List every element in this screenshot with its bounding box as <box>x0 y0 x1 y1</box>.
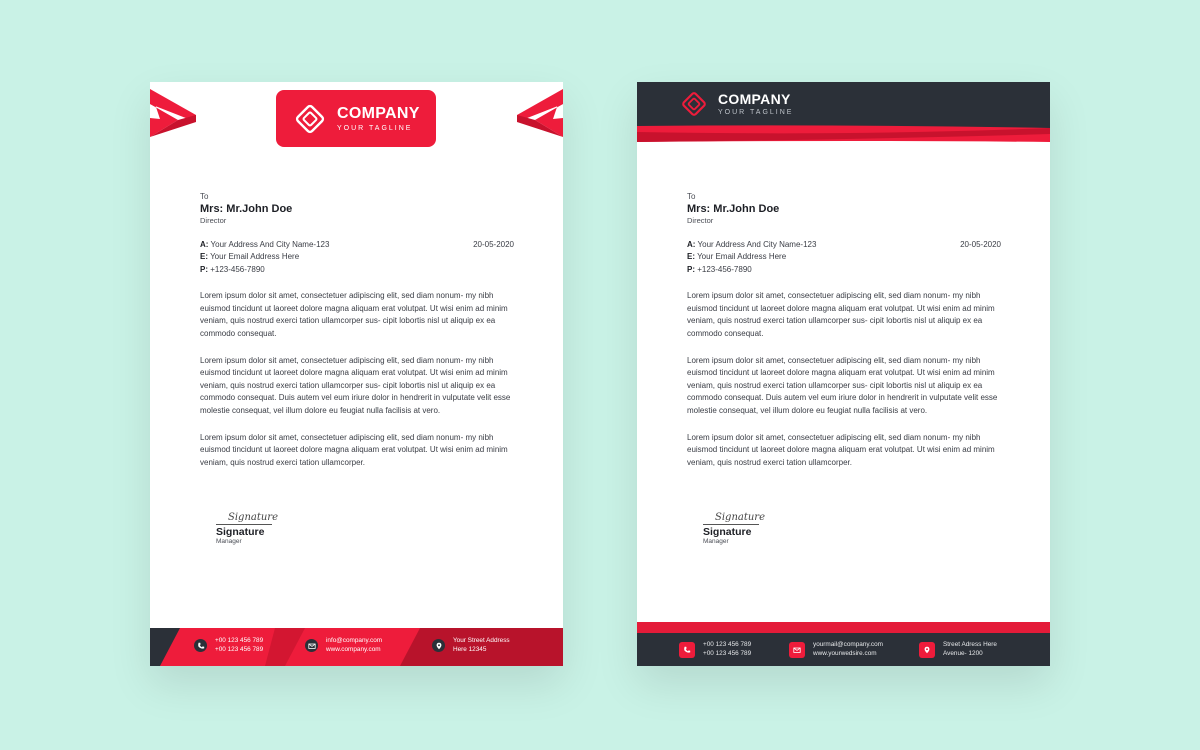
phone-value-2: +123-456-7890 <box>695 264 752 274</box>
signature-block-2 <box>703 512 765 545</box>
email-label: E: <box>200 252 208 262</box>
signature-role: Manager <box>216 538 242 545</box>
footer-red-strip <box>637 622 1050 633</box>
email-value: Your Email Address Here <box>208 252 300 262</box>
footer-email-address[interactable]: info@company.com <box>326 637 383 644</box>
map-pin-icon <box>919 642 935 658</box>
envelope-icon <box>789 642 805 658</box>
left-corner-decoration <box>150 82 198 142</box>
footer-address-dark-2: Avenue- 1200 <box>943 649 983 657</box>
email-label-2: E: <box>687 252 695 262</box>
phone-label: P: <box>200 264 208 274</box>
letter-date: 20-05-2020 <box>473 240 514 249</box>
phone-value: +123-456-7890 <box>208 264 265 274</box>
diamond-logo-icon <box>679 89 709 119</box>
phone-icon <box>194 639 207 652</box>
company-name-2: COMPANY <box>718 91 791 107</box>
letter-body-2 <box>687 192 1001 469</box>
footer-phone-dark <box>679 641 751 658</box>
email-value-2: Your Email Address Here <box>695 252 787 262</box>
signature-title: Signature <box>216 526 265 538</box>
footer-address-1: Your Street Address <box>453 637 510 644</box>
footer-website[interactable]: www.company.com <box>326 645 381 653</box>
letter-date-2: 20-05-2020 <box>960 240 1001 249</box>
diamond-logo-icon <box>292 101 328 137</box>
paragraph-2-2: Lorem ipsum dolor sit amet, consectetuer adipiscing elit, sed diam nonum- my nibh euismod tincidunt ut laoreet dolore magna aliquam erat volutpat. Ut wisi enim ad minim veniam, quis nostrud exerci tation ullamcorper sus- cipit lobortis nisl ut aliquip ex ea commodo consequat. Duis autem vel eum iriure dolor in hendrerit in vulputate velit esse molestie consequat, vel illum dolore eu feugiat nulla facilisis at vero. <box>687 355 998 415</box>
footer-email-dark-address[interactable]: yourmail@company.com <box>813 641 883 648</box>
recipient-name-2: Mrs: Mr.John Doe <box>687 203 780 215</box>
signature-role-2: Manager <box>703 538 729 545</box>
recipient-name: Mrs: Mr.John Doe <box>200 203 293 215</box>
footer-phone-1: +00 123 456 789 <box>215 637 264 644</box>
footer-address <box>432 637 510 654</box>
paragraph-3: Lorem ipsum dolor sit amet, consectetuer adipiscing elit, sed diam nonum- my nibh euismod tincidunt ut laoreet dolore magna aliquam erat volutpat. Ut wisi enim ad minim veniam, quis nostrud exerci tation ullamcorper. <box>200 432 508 467</box>
footer-band <box>150 628 563 666</box>
footer-address-dark-1: Street Adress Here <box>943 641 997 648</box>
to-label: To <box>200 192 209 201</box>
phone-label-2: P: <box>687 264 695 274</box>
phone-icon <box>679 642 695 658</box>
signature-script-2: Signature <box>715 512 766 523</box>
footer-phone-dark-2: +00 123 456 789 <box>703 649 752 657</box>
paragraph-2: Lorem ipsum dolor sit amet, consectetuer adipiscing elit, sed diam nonum- my nibh euismod tincidunt ut laoreet dolore magna aliquam erat volutpat. Ut wisi enim ad minim veniam, quis nostrud exerci tation ullamcorper sus- cipit lobortis nisl ut aliquip ex ea commodo consequat. Duis autem vel eum iriure dolor in hendrerit in vulputate velit esse molestie consequat, vel illum dolore eu feugiat nulla facilisis at vero. <box>200 355 511 415</box>
company-name: COMPANY <box>337 104 420 122</box>
address-value-2: Your Address And City Name-123 <box>695 240 817 249</box>
letterhead-dark <box>637 82 1050 666</box>
footer-email <box>305 637 382 654</box>
signature-block <box>216 512 278 545</box>
address-value: Your Address And City Name-123 <box>208 240 330 249</box>
logo-badge <box>276 90 436 147</box>
recipient-role: Director <box>200 216 227 225</box>
footer-email-dark <box>789 641 883 658</box>
sender-contacts-2 <box>687 239 1001 276</box>
letter-body <box>200 192 514 469</box>
letterhead-red <box>150 82 563 666</box>
recipient-role-2: Director <box>687 216 714 225</box>
map-pin-icon <box>432 639 445 652</box>
footer-address-dark <box>919 641 997 658</box>
footer-phone-2: +00 123 456 789 <box>215 645 264 653</box>
footer-website-dark[interactable]: www.yourwedsire.com <box>813 649 877 657</box>
footer-address-2: Here 12345 <box>453 645 487 653</box>
paragraph-1: Lorem ipsum dolor sit amet, consectetuer adipiscing elit, sed diam nonum- my nibh euismod tincidunt ut laoreet dolore magna aliquam erat volutpat. Ut wisi enim ad minim veniam, quis nostrud exerci tation ullamcorper sus- cipit lobortis nisl ut aliquip ex ea commodo consequat. <box>200 291 508 338</box>
footer-phone-dark-1: +00 123 456 789 <box>703 641 752 648</box>
footer-band-dark <box>637 633 1050 666</box>
footer-phone <box>194 637 263 654</box>
signature-line <box>216 524 272 525</box>
address-label: A: <box>200 240 209 249</box>
signature-title-2: Signature <box>703 526 752 538</box>
company-tagline-2: YOUR TAGLINE <box>718 109 794 116</box>
logo-badge-dark <box>679 89 793 119</box>
address-label-2: A: <box>687 240 696 249</box>
paragraph-1-2: Lorem ipsum dolor sit amet, consectetuer adipiscing elit, sed diam nonum- my nibh euismod tincidunt ut laoreet dolore magna aliquam erat volutpat. Ut wisi enim ad minim veniam, quis nostrud exerci tation ullamcorper sus- cipit lobortis nisl ut aliquip ex ea commodo consequat. <box>687 291 995 338</box>
sender-contacts <box>200 239 514 276</box>
envelope-icon <box>305 639 318 652</box>
paragraph-3-2: Lorem ipsum dolor sit amet, consectetuer adipiscing elit, sed diam nonum- my nibh euismod tincidunt ut laoreet dolore magna aliquam erat volutpat. Ut wisi enim ad minim veniam, quis nostrud exerci tation ullamcorper. <box>687 432 995 467</box>
signature-line-2 <box>703 524 759 525</box>
right-corner-decoration <box>515 82 563 142</box>
to-label-2: To <box>687 192 696 201</box>
company-tagline: YOUR TAGLINE <box>337 124 413 132</box>
signature-script: Signature <box>228 512 279 523</box>
